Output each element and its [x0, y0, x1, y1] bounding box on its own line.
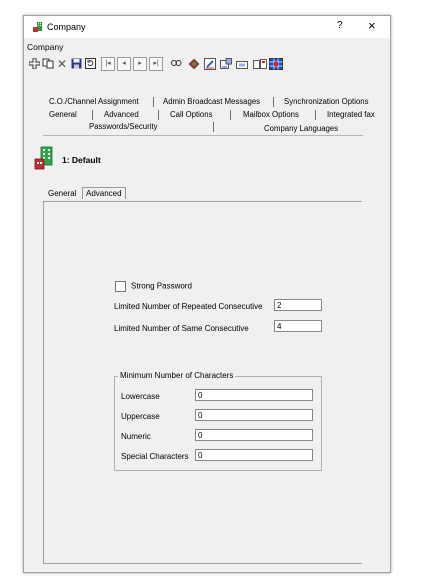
- export-icon[interactable]: [235, 57, 249, 71]
- tab-general[interactable]: General: [49, 110, 77, 119]
- repeated-consecutive-input[interactable]: [274, 299, 322, 311]
- next-record-icon[interactable]: ▸: [133, 57, 147, 71]
- special-characters-input[interactable]: [195, 449, 313, 461]
- import-icon[interactable]: [219, 57, 233, 71]
- subtab-general[interactable]: General: [48, 189, 77, 198]
- tab-separator: [213, 122, 214, 132]
- lowercase-label: Lowercase: [121, 392, 160, 401]
- first-record-icon[interactable]: |◂: [101, 57, 115, 71]
- delete-icon[interactable]: ✕: [56, 57, 68, 71]
- last-record-icon[interactable]: ▸|: [149, 57, 163, 71]
- tab-integrated-fax[interactable]: Integrated fax: [327, 110, 375, 119]
- refresh-icon[interactable]: [83, 57, 97, 71]
- uppercase-input[interactable]: [195, 409, 313, 421]
- previous-record-icon[interactable]: ◂: [117, 57, 131, 71]
- numeric-label: Numeric: [121, 432, 151, 441]
- tab-panel-border: [43, 135, 363, 136]
- subtab-advanced[interactable]: Advanced: [82, 187, 126, 199]
- edit-icon[interactable]: [203, 57, 217, 71]
- same-consecutive-label: Limited Number of Same Consecutive: [114, 324, 249, 333]
- tab-call-options[interactable]: Call Options: [170, 110, 213, 119]
- strong-password-checkbox[interactable]: [115, 281, 126, 292]
- find-icon[interactable]: [169, 57, 183, 71]
- tab-synchronization-options[interactable]: Synchronization Options: [284, 97, 369, 106]
- save-icon[interactable]: [69, 57, 83, 71]
- company-building-icon: [33, 146, 55, 170]
- numeric-input[interactable]: [195, 429, 313, 441]
- tab-separator: [158, 110, 159, 120]
- lowercase-input[interactable]: [195, 389, 313, 401]
- tab-advanced[interactable]: Advanced: [104, 110, 139, 119]
- copy-icon[interactable]: [41, 57, 55, 71]
- uppercase-label: Uppercase: [121, 412, 160, 421]
- tab-co-channel-assignment[interactable]: C.O./Channel Assignment: [49, 97, 139, 106]
- tab-separator: [315, 110, 316, 120]
- window-title: Company: [47, 22, 86, 32]
- tab-passwords-security[interactable]: Passwords/Security: [89, 122, 158, 131]
- report-icon[interactable]: [253, 57, 267, 71]
- tab-company-languages[interactable]: Company Languages: [264, 124, 339, 133]
- strong-password-label: Strong Password: [131, 281, 192, 291]
- tab-mailbox-options[interactable]: Mailbox Options: [243, 110, 299, 119]
- grid-icon[interactable]: [269, 57, 283, 71]
- tab-separator: [230, 110, 231, 120]
- tab-admin-broadcast-messages[interactable]: Admin Broadcast Messages: [163, 97, 261, 106]
- window-subtitle: Company: [27, 42, 64, 52]
- same-consecutive-input[interactable]: [274, 320, 322, 332]
- company-app-icon: [32, 21, 44, 33]
- tab-separator: [273, 97, 274, 107]
- add-icon[interactable]: [27, 57, 41, 71]
- tab-separator: [153, 97, 154, 107]
- min-characters-title: Minimum Number of Characters: [120, 371, 234, 380]
- help-button[interactable]: ?: [337, 20, 343, 31]
- repeated-consecutive-label: Limited Number of Repeated Consecutive: [114, 302, 263, 311]
- strong-password-row[interactable]: [115, 281, 192, 292]
- tab-separator: [92, 110, 93, 120]
- close-button[interactable]: ×: [368, 18, 376, 33]
- special-characters-label: Special Characters: [121, 452, 189, 461]
- settings-icon[interactable]: [187, 57, 201, 71]
- record-title: 1: Default: [62, 155, 101, 165]
